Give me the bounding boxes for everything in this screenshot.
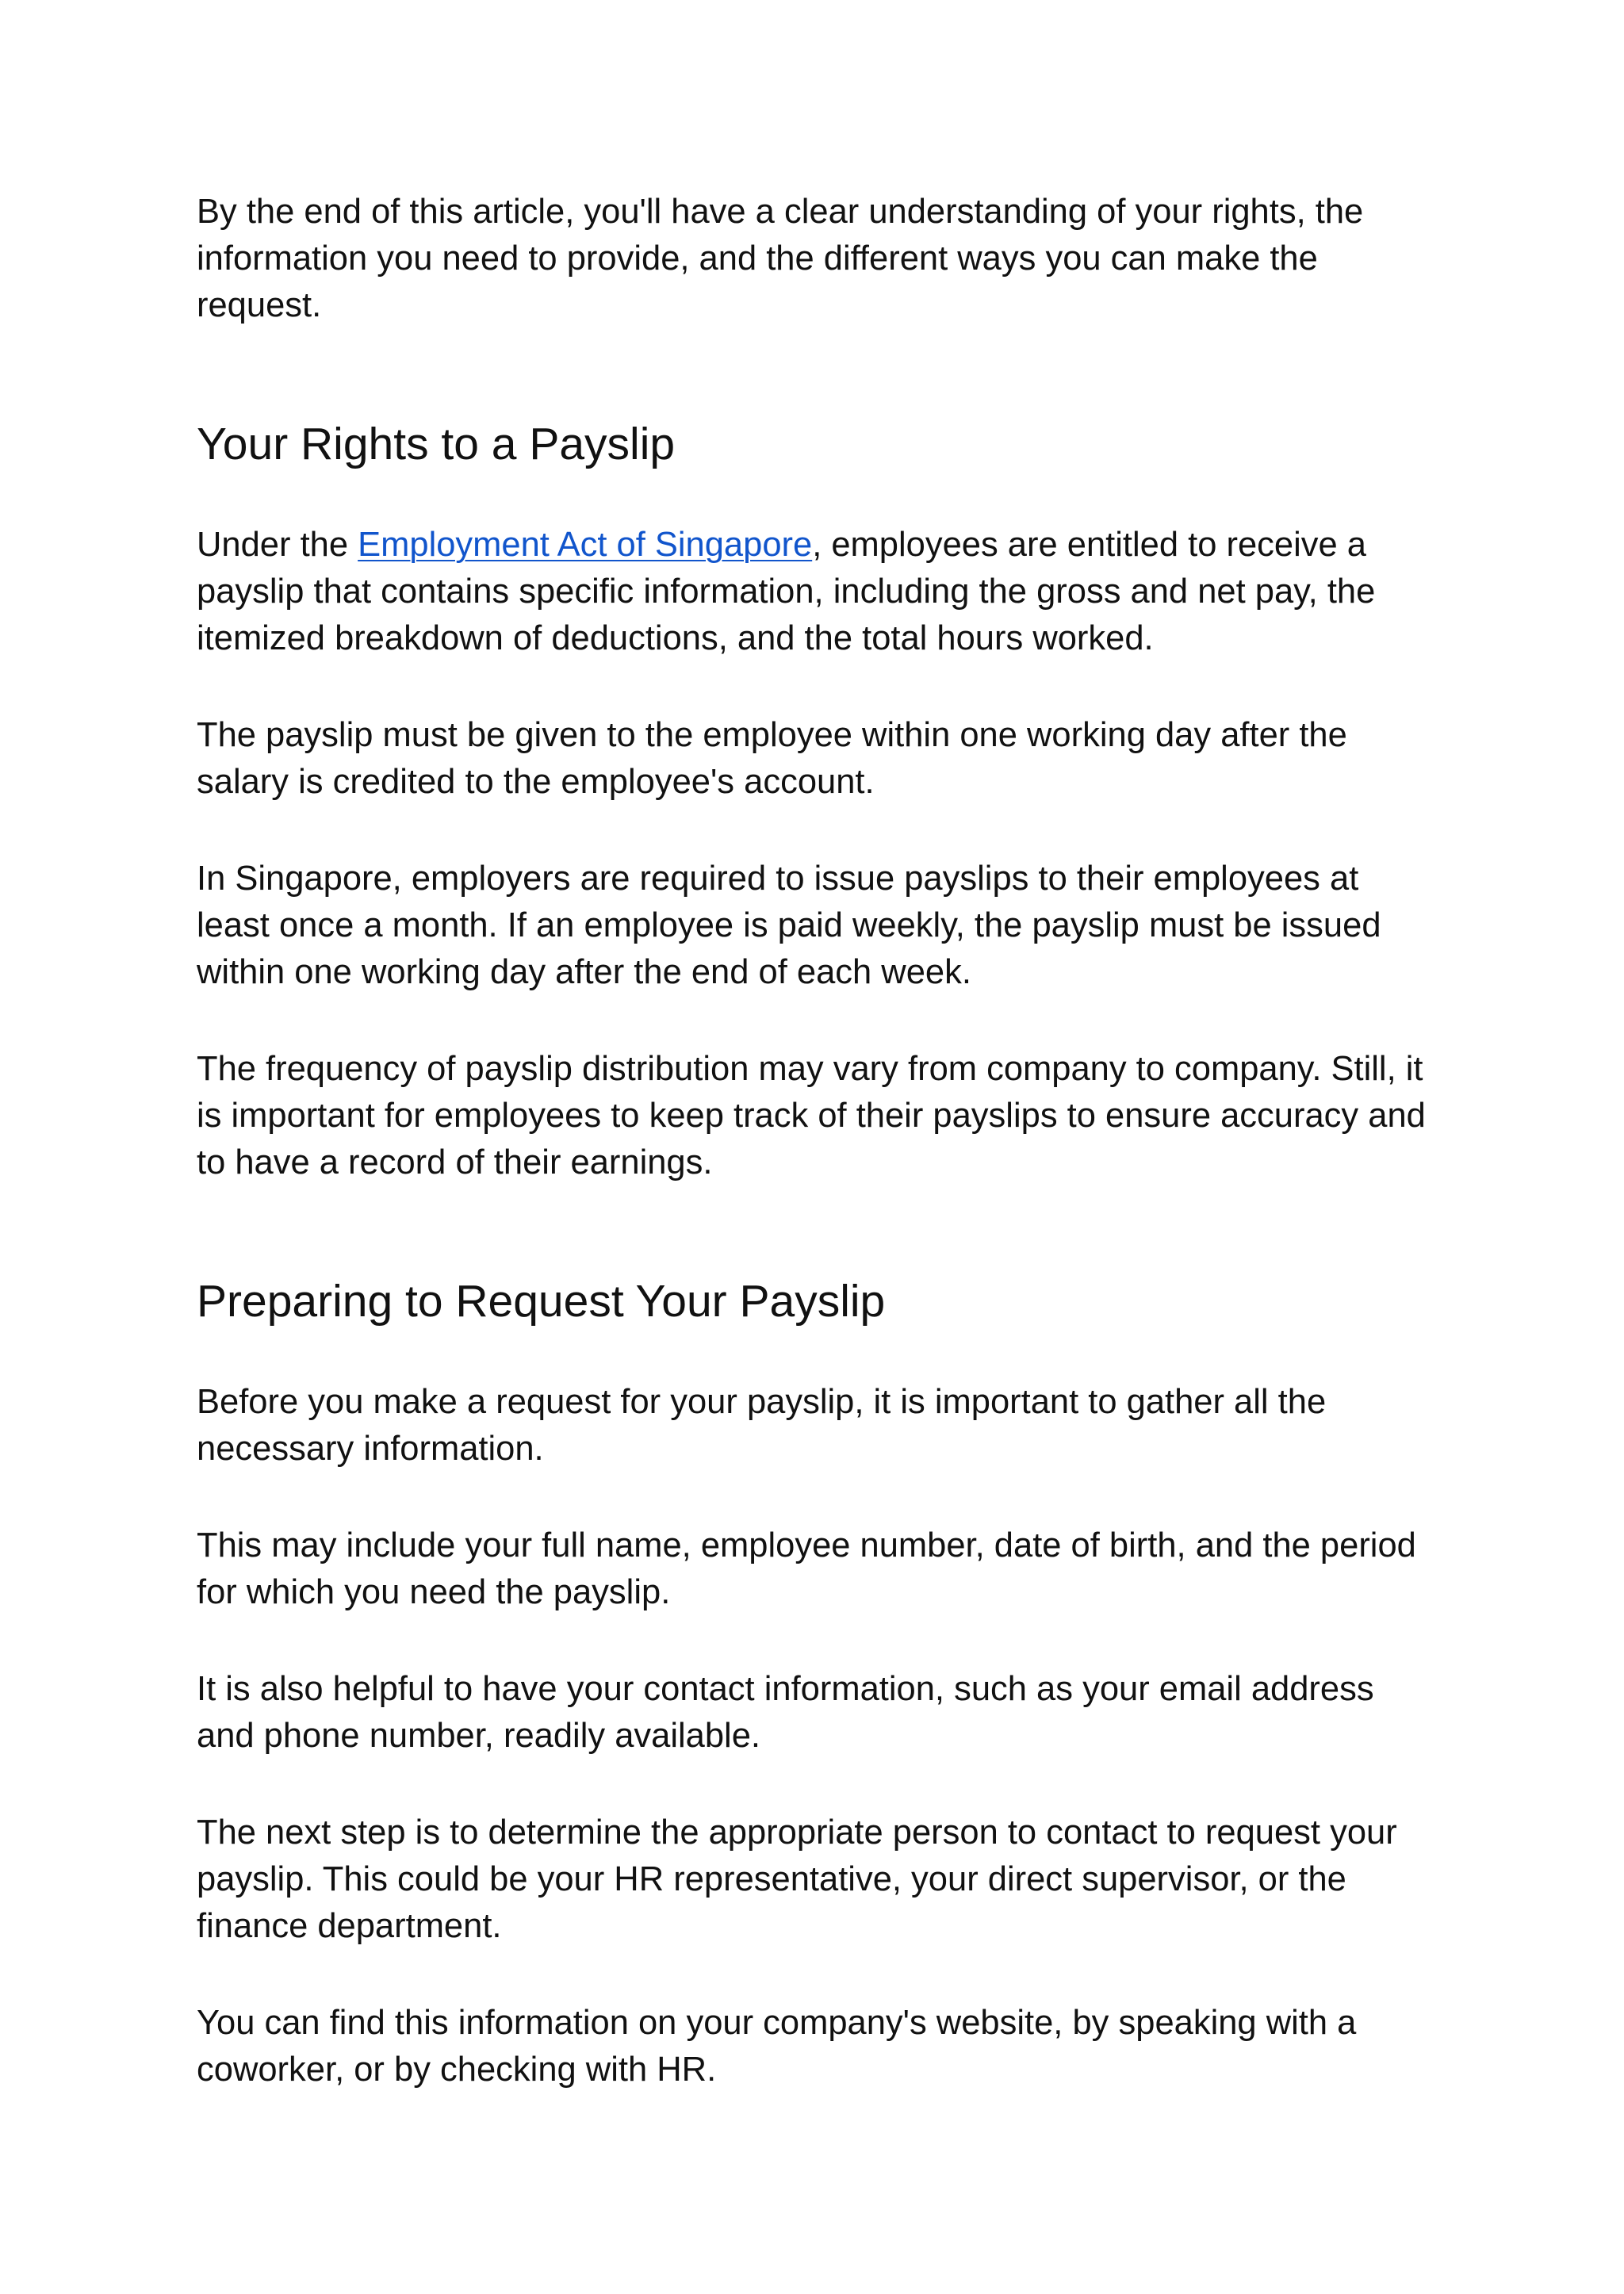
rights-paragraph-3: In Singapore, employers are required to issue payslips to their employees at least once a month. If an employee is paid weekly, the payslip must be issued within one working day after the end of each week. xyxy=(197,860,1381,991)
preparing-paragraph-3: It is also helpful to have your contact information, such as your email address and phone number, readily available. xyxy=(197,1670,1374,1755)
rights-paragraph-4: The frequency of payslip distribution may vary from company to company. Still, it is important for employees to keep track of their payslips to ensure accuracy and to have a record of their earnings. xyxy=(197,1050,1426,1181)
rights-paragraph-1-prefix: Under the xyxy=(197,526,358,564)
preparing-paragraph-2: This may include your full name, employee number, date of birth, and the period for which you need the payslip. xyxy=(197,1526,1416,1611)
section-heading-rights: Your Rights to a Payslip xyxy=(197,419,676,469)
rights-paragraph-1 xyxy=(197,522,1434,662)
employment-act-link[interactable]: Employment Act of Singapore xyxy=(358,526,813,564)
section-heading-preparing: Preparing to Request Your Payslip xyxy=(197,1276,886,1327)
rights-paragraph-2: The payslip must be given to the employee within one working day after the salary is credited to the employee's account. xyxy=(197,716,1347,801)
preparing-paragraph-1: Before you make a request for your payslip, it is important to gather all the necessary information. xyxy=(197,1383,1327,1468)
preparing-paragraph-4: The next step is to determine the appropriate person to contact to request your payslip. This could be your HR representative, your direct supervisor, or the finance department. xyxy=(197,1813,1397,1945)
document-page xyxy=(197,189,1434,2093)
rights-paragraph-1-suffix: , employees are entitled to receive a payslip that contains specific information, including the gross and net pay, the itemized breakdown of deductions, and the total hours worked. xyxy=(197,526,1376,657)
preparing-paragraph-5: You can find this information on your company's website, by speaking with a coworker, or by checking with HR. xyxy=(197,2004,1357,2089)
intro-paragraph: By the end of this article, you'll have a clear understanding of your rights, the information you need to provide, and the different ways you can make the request. xyxy=(197,193,1364,324)
